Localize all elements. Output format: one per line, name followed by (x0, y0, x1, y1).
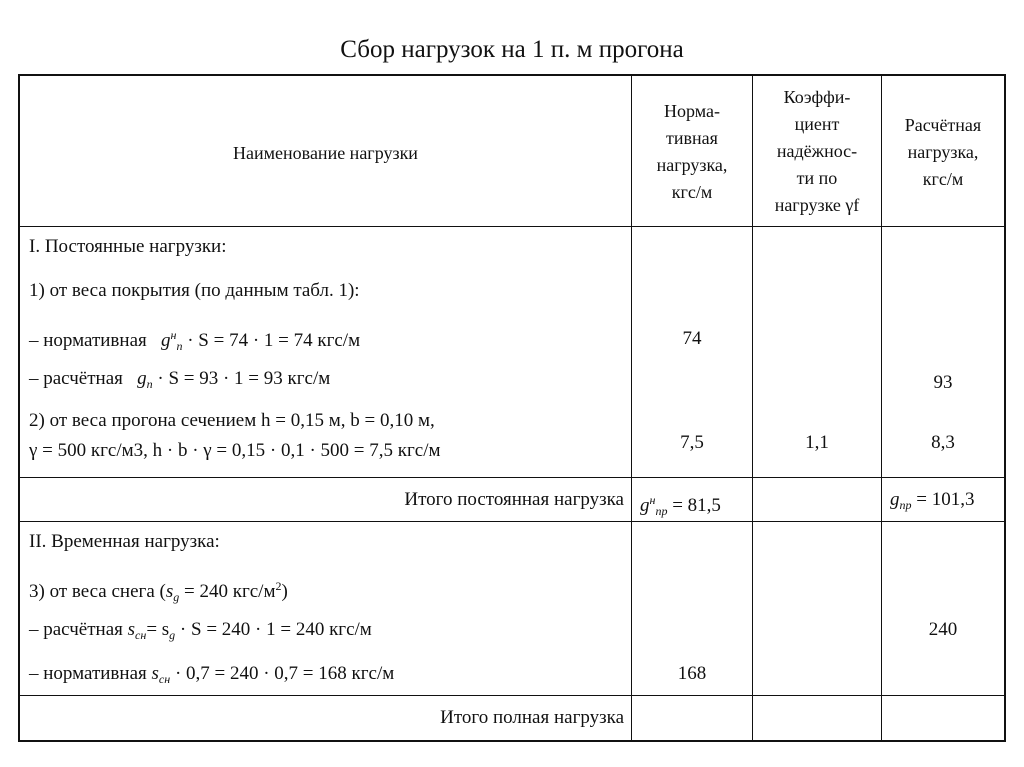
section1-item2-line1: 2) от веса прогона сечением h = 0,15 м, b = 0,10 м, (29, 410, 435, 431)
section2-heading: II. Временная нагрузка: (29, 531, 220, 552)
page-title: Сбор нагрузок на 1 п. м прогона (340, 36, 684, 63)
section1-normative-value: 74 (682, 328, 702, 349)
header-design: Расчётная нагрузка, кгс/м (904, 115, 982, 189)
section1-heading: I. Постоянные нагрузки: (29, 236, 227, 257)
row-divider-section1 (20, 477, 1004, 478)
section2-design-value: 240 (928, 619, 958, 640)
section1-design-value: 93 (933, 372, 953, 393)
section1-item2-normative-value: 7,5 (680, 432, 704, 453)
section2-normative-value: 168 (677, 663, 707, 684)
total-permanent-normative: $g^н_{пр} = 81,5$ (640, 493, 721, 518)
row-divider-header (20, 226, 1004, 227)
section1-design-line: – расчётная $g_п \cdot S = 93 \cdot 1 = 93$ кгс/м (29, 368, 331, 391)
section1-item2-coefficient-value: 1,1 (805, 432, 829, 453)
section1-item1: 1) от веса покрытия (по данным табл. 1): (29, 280, 360, 301)
header-coefficient: Коэффи- циент надёжнос- ти по нагрузке γf (774, 87, 860, 215)
section1-item2-design-value: 8,3 (931, 432, 955, 453)
section1-normative-line: – нормативная $g^н_п \cdot S = 74 \cdot 1 = 74$ кгс/м (29, 328, 361, 353)
section1-item2-line2: γ = 500 кгс/м3, h · b · γ = 0,15 · 0,1 · 500 = 7,5 кгс/м (29, 440, 441, 461)
row-divider-section2 (20, 695, 1004, 696)
row-divider-total1 (20, 521, 1004, 522)
section2-item3: 3) от веса снега ($s_g = 240$ кгс/$м^2$) (29, 579, 288, 604)
header-name: Наименование нагрузки (233, 143, 418, 163)
total-full-label: Итого полная нагрузка (440, 707, 624, 728)
total-permanent-label: Итого постоянная нагрузка (404, 489, 624, 510)
load-table (18, 74, 1006, 742)
header-normative: Норма- тивная нагрузка, кгс/м (656, 101, 728, 202)
total-permanent-design: $g_{пр} = 101,3$ (890, 489, 975, 512)
section2-normative-line: – нормативная $s_{сн} \cdot 0,7 = 240 \cdot 0,7 = 168$ кгс/м (29, 663, 395, 686)
section2-design-line: – расчётная $s_{сн}= s_g \cdot S = 240 \cdot 1 = 240$ кгс/м (29, 619, 372, 642)
